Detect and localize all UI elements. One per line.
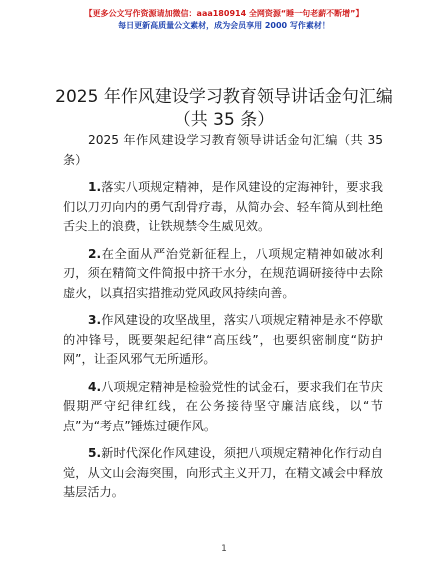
list-item [63, 245, 383, 304]
item-text: 作风建设的攻坚战里，落实八项规定精神是永不停歇的冲锋号，既要架起纪律“高压线”，也要织密制度“防护网”，让歪风邪气无所遁形。 [63, 313, 383, 366]
item-text: 新时代深化作风建设，须把八项规定精神化作行动自觉，从文山会海突围，向形式主义开刀，在精文减会中释放基层活力。 [63, 446, 383, 499]
item-text: 八项规定精神是检验党性的试金石，要求我们在节庆假期严守纪律红线，在公务接待坚守廉洁底线，以“节点”为“考点”锤炼过硬作风。 [63, 379, 383, 433]
item-number: 5. [88, 446, 102, 460]
item-text: 落实八项规定精神，是作风建设的定海神针，要求我们以刀刃向内的勇气刮骨疗毒，从简办会、轻车简从到杜绝舌尖上的浪费，让铁规禁令生威见效。 [63, 180, 383, 233]
lead-paragraph: 2025 年作风建设学习教育领导讲话金句汇编（共 35 条） [63, 133, 383, 167]
promo-banner [0, 8, 448, 31]
promo-line-1: 【更多公文写作资源请加微信：aaa180914 全网资源“睡一句老薪不断增”】 [84, 9, 364, 18]
item-number: 1. [88, 180, 102, 194]
title-line-2: （共 35 条） [173, 110, 275, 130]
title-line-1: 2025 年作风建设学习教育领导讲话金句汇编 [55, 87, 393, 107]
list-item [63, 444, 383, 503]
item-number: 2. [88, 246, 102, 261]
page-number: 1 [221, 544, 227, 554]
item-number: 4. [88, 379, 102, 394]
item-number: 3. [88, 313, 102, 327]
list-item [63, 178, 383, 237]
list-item [63, 311, 383, 370]
document-body [63, 131, 383, 511]
document-title [0, 86, 448, 132]
list-item [63, 378, 383, 437]
promo-line-2: 每日更新高质量公文素材，成为会员享用 2000 写作素材！ [118, 21, 330, 30]
item-text: 在全面从严治党新征程上，八项规定精神如破冰利刃，须在精简文件简报中挤干水分，在规范调研接待中去除虚火，以真招实措推动党风政风持续向善。 [63, 246, 383, 300]
